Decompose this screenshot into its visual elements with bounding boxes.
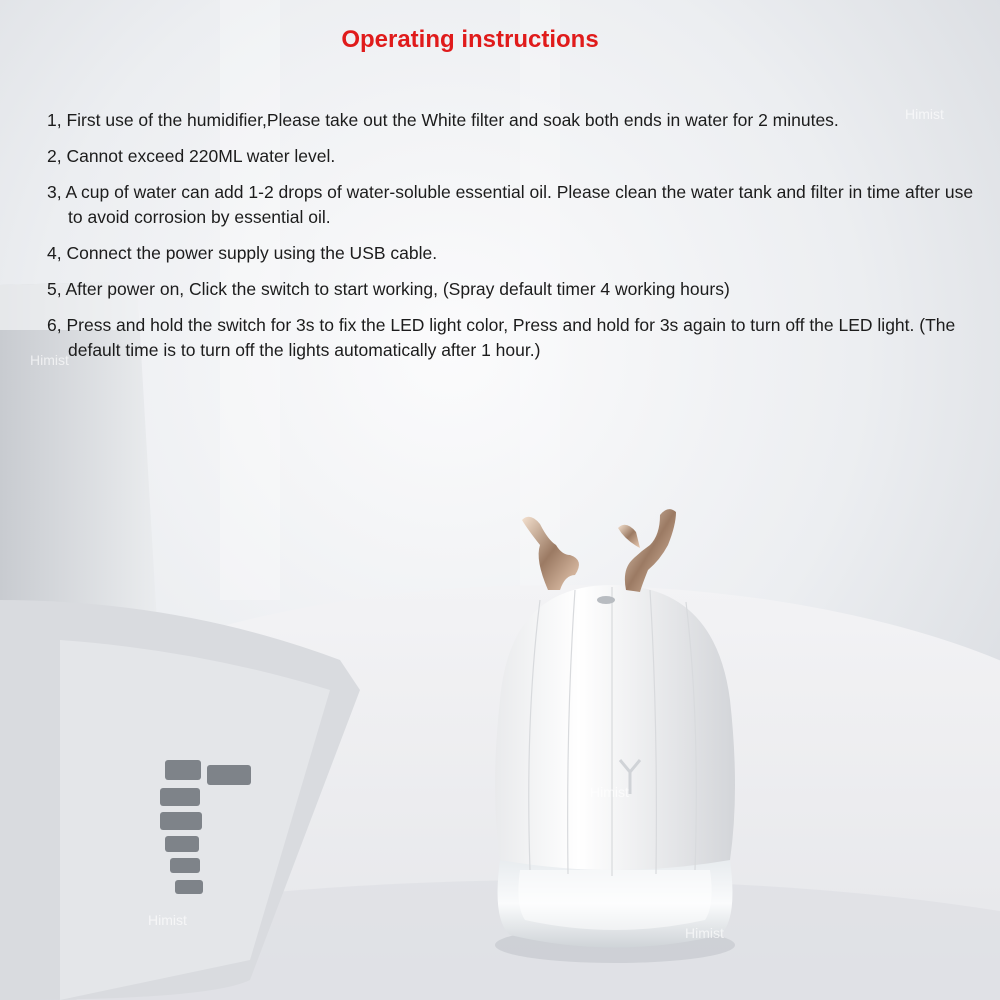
instruction-item: 6, Press and hold the switch for 3s to fix the LED light color, Press and hold for 3s again to turn off the LED light. (The default time is to turn off the lights automatically after 1 hour.) — [47, 315, 956, 360]
watermark: Himist — [905, 106, 944, 122]
watermark: Himist — [590, 784, 629, 800]
page-title: Operating instructions — [341, 26, 599, 53]
instruction-item: 3, A cup of water can add 1-2 drops of water-soluble essential oil. Please clean the water tank and filter in time after use to avoid corrosion by essential oil. — [47, 182, 974, 227]
instruction-item: 4, Connect the power supply using the USB cable. — [47, 243, 438, 263]
instruction-item: 5, After power on, Click the switch to start working, (Spray default timer 4 working hours) — [47, 279, 730, 299]
watermark: Himist — [148, 912, 187, 928]
instruction-item: 1, First use of the humidifier,Please take out the White filter and soak both ends in water for 2 minutes. — [47, 110, 839, 130]
instruction-list — [47, 108, 977, 374]
watermark: Himist — [685, 925, 724, 941]
instruction-item: 2, Cannot exceed 220ML water level. — [47, 146, 336, 166]
watermark: Himist — [30, 352, 69, 368]
